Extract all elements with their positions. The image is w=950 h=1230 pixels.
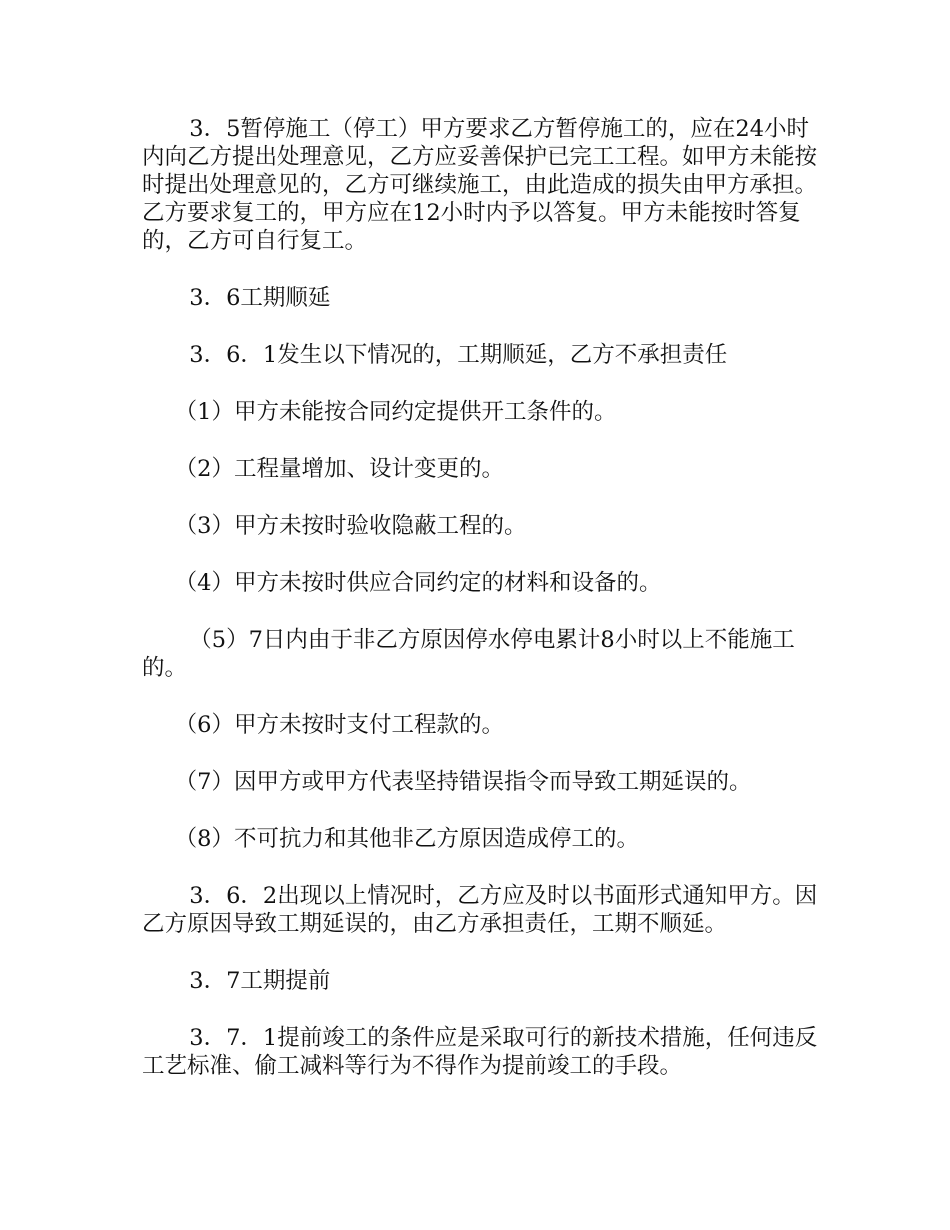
paragraph-3-6-1: 3．6．1发生以下情况的，工期顺延，乙方不承担责任 xyxy=(189,342,728,368)
list-item-6: （6）甲方未按时支付工程款的。 xyxy=(174,712,504,738)
list-item-1: （1）甲方未能按合同约定提供开工条件的。 xyxy=(174,399,617,425)
list-item-5: （5）7日内由于非乙方原因停水停电累计8小时以上不能施工的。 xyxy=(142,627,795,681)
list-item-4: （4）甲方未按时供应合同约定的材料和设备的。 xyxy=(174,570,662,596)
paragraph-3-5-suspension: 3．5暂停施工（停工）甲方要求乙方暂停施工的，应在24小时内向乙方提出处理意见，乙方应妥善保护已完工工程。如甲方未能按时提出处理意见的，乙方可继续施工，由此造成的损失由甲方承担。乙方要求复工的，甲方应在12小时内予以答复。甲方未能按时答复的，乙方可自行复工。 xyxy=(142,116,818,254)
heading-3-6-extension: 3．6工期顺延 xyxy=(189,285,331,311)
paragraph-3-7-1: 3．7．1提前竣工的条件应是采取可行的新技术措施，任何违反工艺标准、偷工减料等行为不得作为提前竣工的手段。 xyxy=(142,1025,818,1079)
document-body xyxy=(142,115,822,1109)
heading-3-7-early-completion: 3．7工期提前 xyxy=(189,968,331,994)
list-item-3: （3）甲方未按时验收隐蔽工程的。 xyxy=(174,513,527,539)
paragraph-3-6-2: 3．6．2出现以上情况时，乙方应及时以书面形式通知甲方。因乙方原因导致工期延误的，由乙方承担责任，工期不顺延。 xyxy=(142,883,818,937)
list-item-8: （8）不可抗力和其他非乙方原因造成停工的。 xyxy=(174,826,639,852)
list-item-2: （2）工程量增加、设计变更的。 xyxy=(174,456,504,482)
list-item-7: （7）因甲方或甲方代表坚持错误指令而导致工期延误的。 xyxy=(174,769,752,795)
